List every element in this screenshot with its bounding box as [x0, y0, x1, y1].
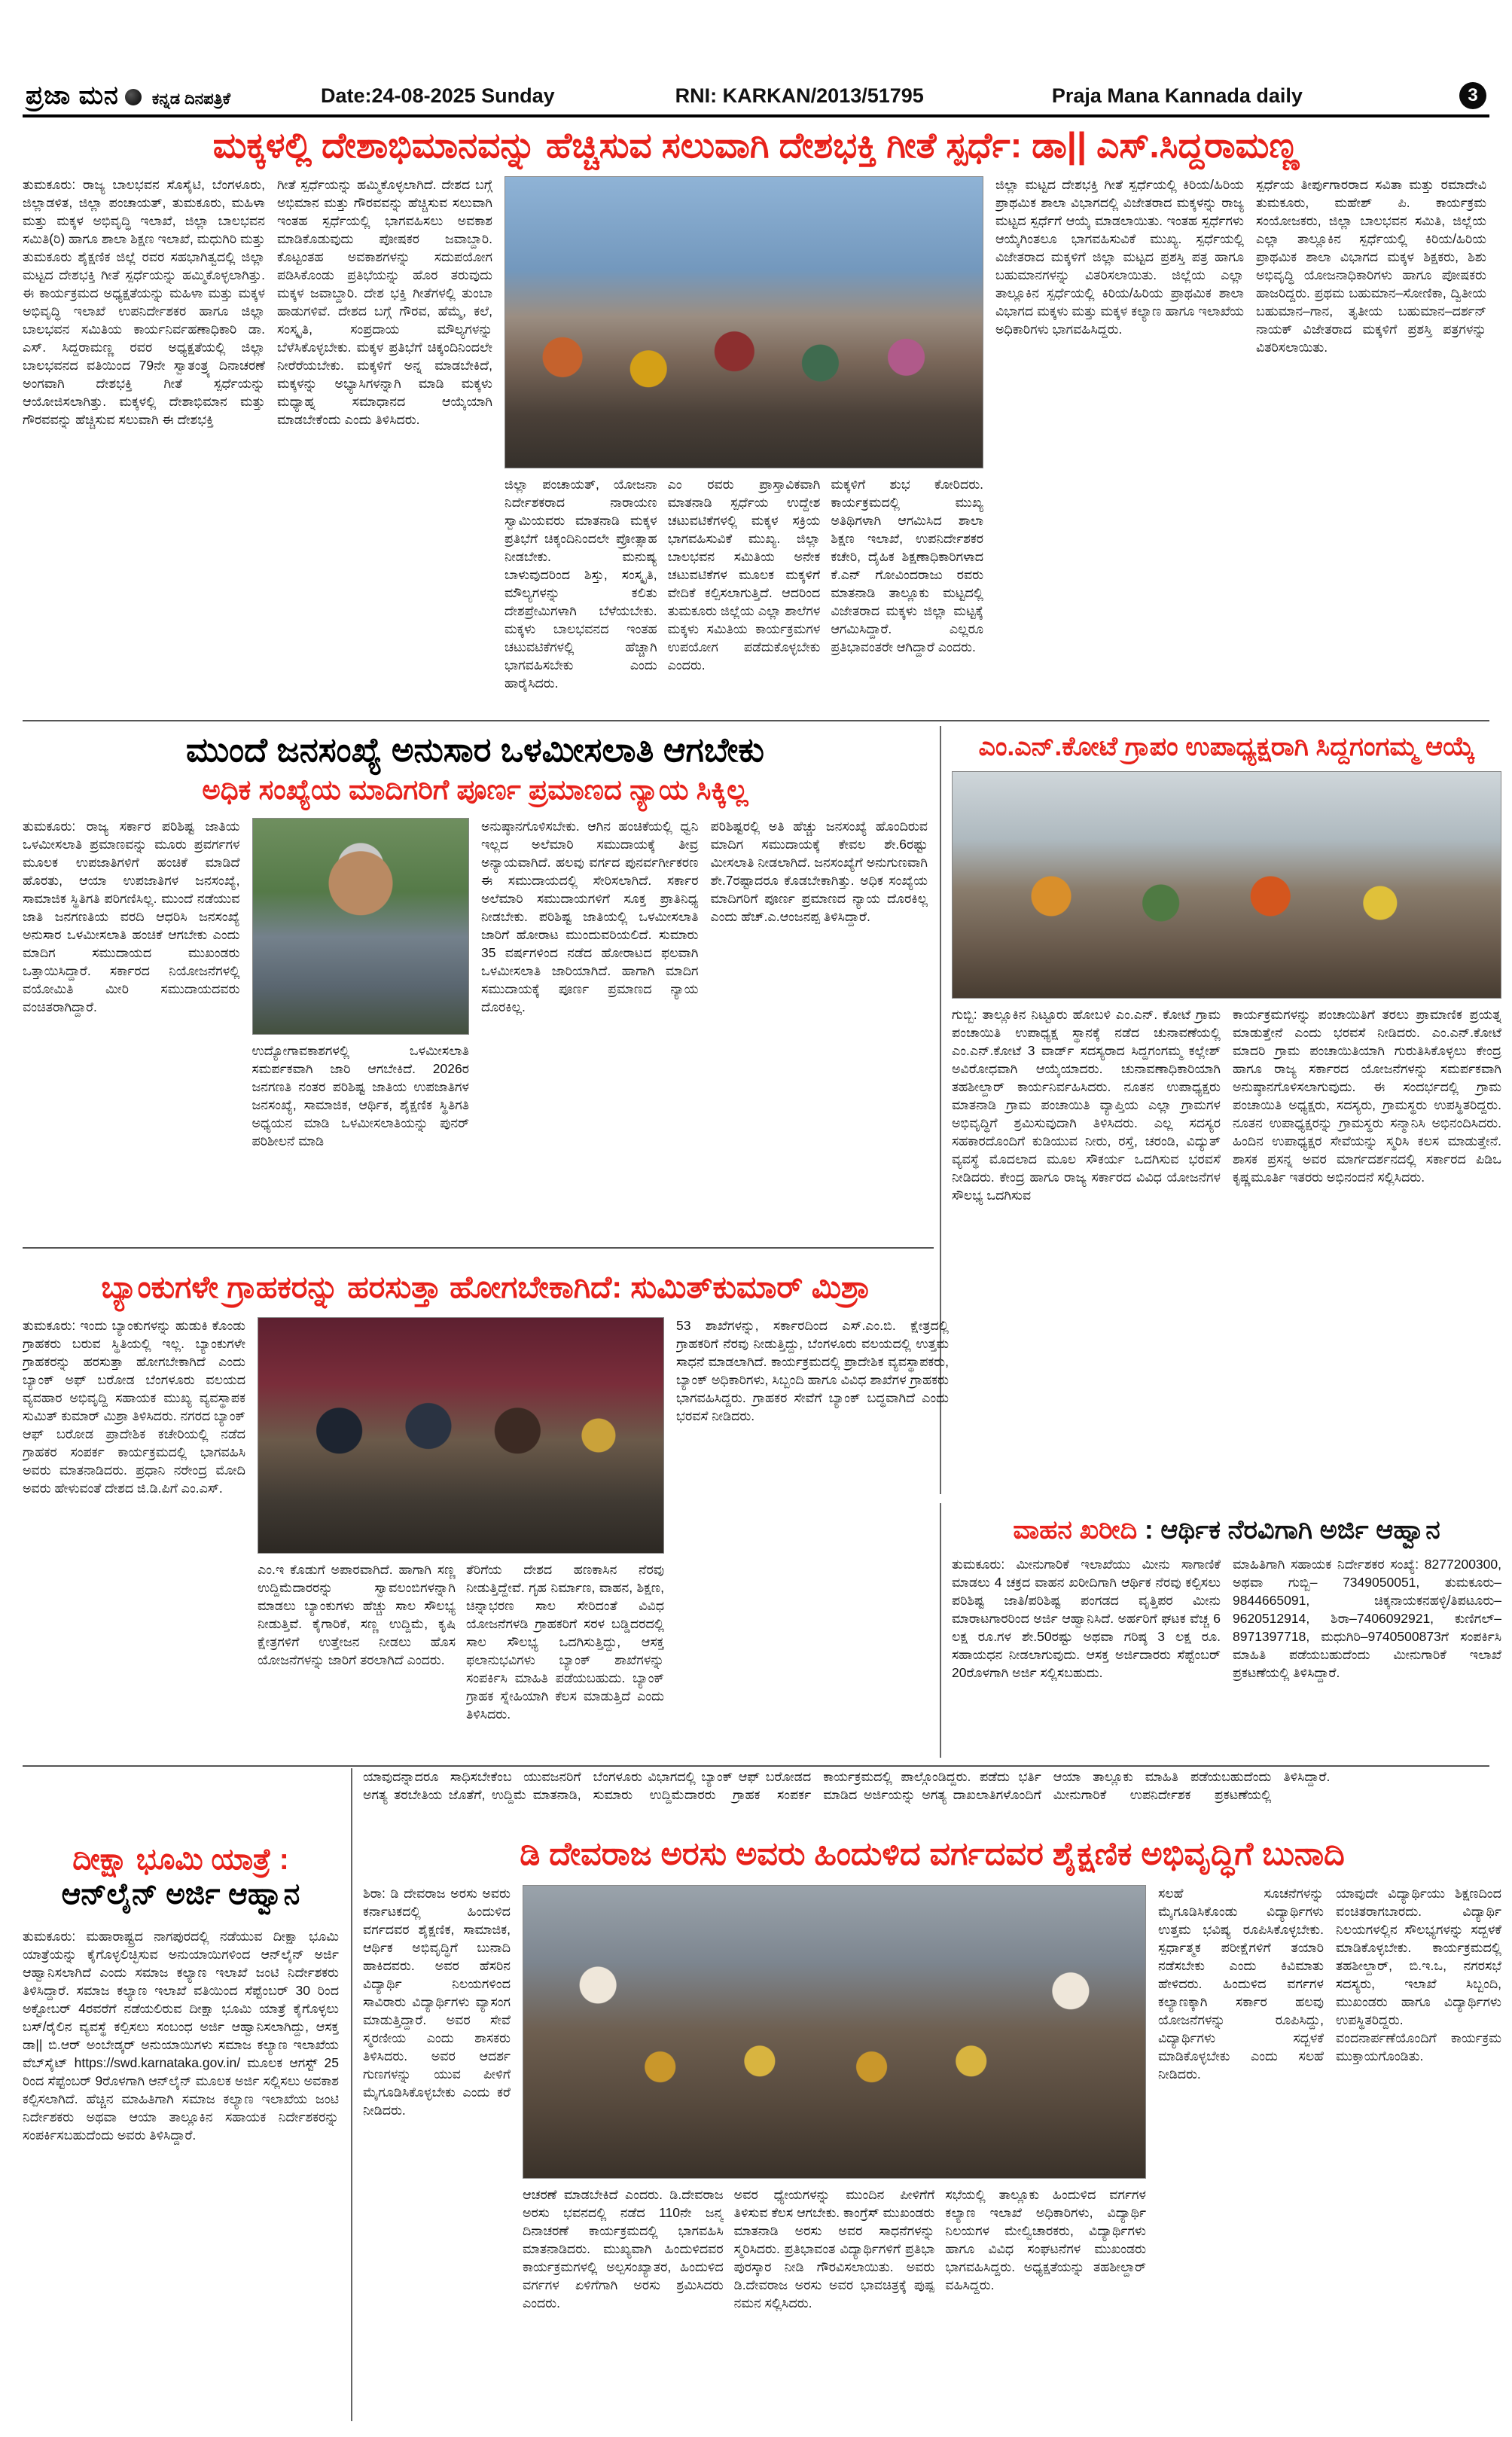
article4-headline: ಬ್ಯಾಂಕುಗಳೇ ಗ್ರಾಹಕರನ್ನು ಹರಸುತ್ತಾ ಹೋಗಬೇಕಾಗಿದೆ: ಸುಮಿತ್‌ಕುಮಾರ್ ಮಿಶ್ರಾ [101, 1270, 870, 1304]
article5-headline [952, 1515, 1501, 1545]
article1-middle-block [505, 176, 983, 708]
article5-headline-black: : ಆರ್ಥಿಕ ನೆರವಿಗಾಗಿ ಅರ್ಜಿ ಆಹ್ವಾನ [1137, 1515, 1440, 1545]
article1-column-3: ಜಿಲ್ಲಾ ಪಂಚಾಯತ್, ಯೋಜನಾ ನಿರ್ದೇಶಕರಾದ ನಾರಾಯಣ ಸ್ವಾಮಿಯವರು ಮಾತನಾಡಿ ಮಕ್ಕಳ ಪ್ರತಿಭೆಗೆ ಚಿಕ್ಕಂದಿನಿಂದಲೇ ಪ್ರೋತ್ಸಾಹ ನೀಡಬೇಕು. ಮನುಷ್ಯ ಬಾಳುವುದರಿಂದ ಶಿಸ್ತು, ಸಂಸ್ಕೃತಿ, ಮೌಲ್ಯಗಳನ್ನು ಕಲಿತು ದೇಶಪ್ರೇಮಿಗಳಾಗಿ ಬೆಳೆಯಬೇಕು. ಮಕ್ಕಳು ಬಾಲಭವನದ ಇಂತಹ ಚಟುವಟಿಕೆಗಳಲ್ಲಿ ಹೆಚ್ಚಾಗಿ ಭಾಗವಹಿಸಬೇಕು ಎಂದು ಹಾರೈಸಿದರು. [505, 477, 657, 691]
article1-column-2: ಗೀತೆ ಸ್ಪರ್ಧೆಯನ್ನು ಹಮ್ಮಿಕೊಳ್ಳಲಾಗಿದೆ. ದೇಶದ ಬಗ್ಗೆ ಅಭಿಮಾನ ಮತ್ತು ಗೌರವವನ್ನು ಹೆಚ್ಚಿಸುವ ಸಲುವಾಗಿ ಇಂತಹ ಸ್ಪರ್ಧೆಯಲ್ಲಿ ಭಾಗವಹಿಸಲು ಅವಕಾಶ ಮಾಡಿಕೊಡುವುದು ಪೋಷಕರ ಜವಾಬ್ದಾರಿ. ಕೊಟ್ಟಂತಹ ಅವಕಾಶಗಳನ್ನು ಸದುಪಯೋಗ ಪಡಿಸಿಕೊಂಡು ಪ್ರತಿಭೆಯನ್ನು ಹೊರ ತರುವುದು ಮಕ್ಕಳ ಜವಾಬ್ದಾರಿ. ದೇಶ ಭಕ್ತಿ ಗೀತೆಗಳಲ್ಲಿ ತುಂಬಾ ಹಾಡುಗಳಿವೆ. ದೇಶದ ಬಗ್ಗೆ ಗೌರವ, ಹೆಮ್ಮೆ, ಕಲೆ, ಸಂಸ್ಕೃತಿ, ಸಂಪ್ರದಾಯ ಮೌಲ್ಯಗಳನ್ನು ಬೆಳೆಸಿಕೊಳ್ಳಬೇಕು. ಮಕ್ಕಳ ಪ್ರತಿಭೆಗೆ ಚಿಕ್ಕಂದಿನಿಂದಲೇ ನೀರೆರೆಯಬೇಕು. ಮಕ್ಕಳಿಗೆ ಅನ್ನ ಮಾಡಬೇಕಿದೆ, ಮಕ್ಕಳನ್ನು ಅಭ್ಯಾಸಿಗಳನ್ನಾಗಿ ಮಾಡಿ ಮಕ್ಕಳು ಮಧ್ಯಾಹ್ನ ಸಮಾಧಾನದ ಆಯ್ಕೆಯಾಗಿ ಮಾಡಬೇಕೆಂದು ಎಂದು ತಿಳಿಸಿದರು. [277, 177, 492, 427]
article5-column-1: ತುಮಕೂರು: ಮೀನುಗಾರಿಕೆ ಇಲಾಖೆಯು ಮೀನು ಸಾಗಾಣಿಕೆ ಮಾಡಲು 4 ಚಕ್ರದ ವಾಹನ ಖರೀದಿಗಾಗಿ ಆರ್ಥಿಕ ನೆರವು ಕಲ್ಪಿಸಲು ಪರಿಶಿಷ್ಟ ಜಾತಿ/ಪರಿಶಿಷ್ಟ ಪಂಗಡದ ವೃತ್ತಿಪರ ಮೀನು ಮಾರಾಟಗಾರರಿಂದ ಅರ್ಜಿ ಆಹ್ವಾನಿಸಿದೆ. ಅರ್ಹರಿಗೆ ಘಟಕ ವೆಚ್ಚ 6 ಲಕ್ಷ ರೂ.ಗಳ ಶೇ.50ರಷ್ಟು ಅಥವಾ ಗರಿಷ್ಠ 3 ಲಕ್ಷ ರೂ. ಸಹಾಯಧನ ನೀಡಲಾಗುವುದು. ಆಸಕ್ತ ಅರ್ಜಿದಾರರು ಸೆಪ್ಟೆಂಬರ್ 20ರೊಳಗಾಗಿ ಅರ್ಜಿ ಸಲ್ಲಿಸಬಹುದು. [952, 1557, 1221, 1681]
article7-headline: ಡಿ ದೇವರಾಜ ಅರಸು ಅವರು ಹಿಂದುಳಿದ ವರ್ಗದವರ ಶೈಕ್ಷಣಿಕ ಅಭಿವೃದ್ಧಿಗೆ ಬುನಾದಿ [520, 1836, 1345, 1872]
article1-column-6: ಜಿಲ್ಲಾ ಮಟ್ಟದ ದೇಶಭಕ್ತಿ ಗೀತೆ ಸ್ಪರ್ಧೆಯಲ್ಲಿ ಕಿರಿಯ/ಹಿರಿಯ ಪ್ರಾಥಮಿಕ ಶಾಲಾ ವಿಭಾಗದಲ್ಲಿ ವಿಜೇತರಾದ ಮಕ್ಕಳನ್ನು ರಾಜ್ಯ ಮಟ್ಟದ ಸ್ಪರ್ಧೆಗೆ ಆಯ್ಕೆ ಮಾಡಲಾಯಿತು. ಇಂತಹ ಸ್ಪರ್ಧೆಗಳು ಆಯ್ಕೆಗಿಂತಲೂ ಭಾಗವಹಿಸುವಿಕೆ ಮುಖ್ಯ. ಸ್ಪರ್ಧೆಯಲ್ಲಿ ವಿಜೇತರಾದ ಮಕ್ಕಳಿಗೆ ಜಿಲ್ಲಾ ಮಟ್ಟದ ಪ್ರಶಸ್ತಿ ಪತ್ರ ಹಾಗೂ ಬಹುಮಾನಗಳನ್ನು ವಿತರಿಸಲಾಯಿತು. ಜಿಲ್ಲೆಯ ಎಲ್ಲಾ ತಾಲ್ಲೂಕಿನ ಸ್ಪರ್ಧೆಯಲ್ಲಿ ಕಿರಿಯ/ಹಿರಿಯ ಪ್ರಾಥಮಿಕ ಶಾಲಾ ವಿಭಾಗದ ಮಕ್ಕಳು ಮತ್ತು ಮಕ್ಕಳ ಕಲ್ಯಾಣ ಹಾಗೂ ಇಲಾಖೆಯ ಅಧಿಕಾರಿಗಳು ಭಾಗವಹಿಸಿದ್ದರು. [995, 177, 1244, 337]
article3-body [952, 1006, 1501, 1494]
article5-body [952, 1556, 1501, 1758]
article4-body [23, 1317, 949, 1820]
article3-column-2: ಕಾರ್ಯಕ್ರಮಗಳನ್ನು ಪಂಚಾಯಿತಿಗೆ ತರಲು ಪ್ರಾಮಾಣಿಕ ಪ್ರಯತ್ನ ಮಾಡುತ್ತೇನೆ ಎಂದು ಭರವಸೆ ನೀಡಿದರು. ಎಂ.ಎನ್.ಕೋಟೆ ಮಾದರಿ ಗ್ರಾಮ ಪಂಚಾಯಿತಿಯಾಗಿ ಗುರುತಿಸಿಕೊಳ್ಳಲು ಕೇಂದ್ರ ಹಾಗೂ ರಾಜ್ಯ ಸರ್ಕಾರದ ಯೋಜನೆಗಳನ್ನು ಸಮರ್ಪಕವಾಗಿ ಅನುಷ್ಠಾನಗೊಳಿಸಲಾಗುವುದು. ಈ ಸಂದರ್ಭದಲ್ಲಿ ಗ್ರಾಮ ಪಂಚಾಯಿತಿ ಅಧ್ಯಕ್ಷರು, ಸದಸ್ಯರು, ಗ್ರಾಮಸ್ಥರು ಉಪಸ್ಥಿತರಿದ್ದರು. ನೂತನ ಉಪಾಧ್ಯಕ್ಷರನ್ನು ಗ್ರಾಮಸ್ಥರು ಸನ್ಮಾನಿಸಿ ಅಭಿನಂದಿಸಿದರು. ಹಿಂದಿನ ಉಪಾಧ್ಯಕ್ಷರ ಸೇವೆಯನ್ನು ಸ್ಮರಿಸಿ ಕಲಸ ಮಾಡುತ್ತೇನೆ. ಶಾಸಕ ಪ್ರಸನ್ನ ಅವರ ಮಾರ್ಗದರ್ಶನದಲ್ಲಿ ಸರ್ಕಾರದ ಪಿಡಿಒ ಕೃಷ್ಣಮೂರ್ತಿ ಇತರರು ಅಭಿನಂದನೆ ಸಲ್ಲಿಸಿದರು. [1233, 1007, 1501, 1185]
article7-column-1: ಶಿರಾ: ಡಿ ದೇವರಾಜ ಅರಸು ಅವರು ಕರ್ನಾಟಕದಲ್ಲಿ ಹಿಂದುಳಿದ ವರ್ಗದವರ ಶೈಕ್ಷಣಿಕ, ಸಾಮಾಜಿಕ, ಆರ್ಥಿಕ ಅಭಿವೃದ್ಧಿಗೆ ಬುನಾದಿ ಹಾಕಿದವರು. ಅವರ ಹೆಸರಿನ ವಿದ್ಯಾರ್ಥಿ ನಿಲಯಗಳಿಂದ ಸಾವಿರಾರು ವಿದ್ಯಾರ್ಥಿಗಳು ವ್ಯಾಸಂಗ ಮಾಡುತ್ತಿದ್ದಾರೆ. ಅವರ ಸೇವೆ ಸ್ಮರಣೀಯ ಎಂದು ಶಾಸಕರು ತಿಳಿಸಿದರು. ಅವರ ಆದರ್ಶ ಗುಣಗಳನ್ನು ಯುವ ಪೀಳಿಗೆ ಮೈಗೂಡಿಸಿಕೊಳ್ಳಬೇಕು ಎಂದು ಕರೆ ನೀಡಿದರು. [363, 1886, 511, 2118]
logo-text: ಪ್ರಜಾ ಮನ [26, 81, 119, 110]
logo-subtitle: ಕನ್ನಡ ದಿನಪತ್ರಿಕೆ [151, 90, 231, 108]
article1-headline: ಮಕ್ಕಳಲ್ಲಿ ದೇಶಾಭಿಮಾನವನ್ನು ಹೆಚ್ಚಿಸುವ ಸಲುವಾಗಿ ದೇಶಭಕ್ತಿ ಗೀತೆ ಸ್ಪರ್ಧೆ: ಡಾ|| ಎಸ್.ಸಿದ್ದರಾಮಣ್ಣ [212, 125, 1300, 165]
article1-column-7: ಸ್ಪರ್ಧೆಯ ತೀರ್ಪುಗಾರರಾದ ಸವಿತಾ ಮತ್ತು ರಮಾದೇವಿ ತುಮಕೂರು, ಮಹೇಶ್ ಪಿ. ಕಾರ್ಯಕ್ರಮ ಸಂಯೋಜಕರು, ಜಿಲ್ಲಾ ಬಾಲಭವನ ಸಮಿತಿ, ಜಿಲ್ಲೆಯ ಎಲ್ಲಾ ತಾಲ್ಲೂಕಿನ ಸ್ಪರ್ಧೆಯಲ್ಲಿ ಕಿರಿಯ/ಹಿರಿಯ ಪ್ರಾಥಮಿಕ ಶಾಲಾ ವಿಭಾಗದ ಮಕ್ಕಳ ಶಿಕ್ಷಕರು, ಶಿಶು ಅಭಿವೃದ್ಧಿ ಯೋಜನಾಧಿಕಾರಿಗಳು ಹಾಗೂ ಪೋಷಕರು ಹಾಜರಿದ್ದರು. ಪ್ರಥಮ ಬಹುಮಾನ–ಸೋಣಿಕಾ, ದ್ವಿತೀಯ ಬಹುಮಾನ–ಗಾನ, ತೃತೀಯ ಬಹುಮಾನ–ದರ್ಶನ್ ನಾಯಕ್ ವಿಜೇತರಾದ ಮಕ್ಕಳಿಗೆ ಪ್ರಶಸ್ತಿ ಪತ್ರಗಳನ್ನು ವಿತರಿಸಲಾಯಿತು. [1256, 177, 1486, 355]
article2-column-3: ಅನುಷ್ಠಾನಗೊಳಿಸಬೇಕು. ಆಗಿನ ಹಂಚಿಕೆಯಲ್ಲಿ ಧ್ವನಿ ಇಲ್ಲದ ಅಲೆಮಾರಿ ಸಮುದಾಯಕ್ಕೆ ತೀವ್ರ ಅನ್ಯಾಯವಾಗಿದೆ. ಹಲವು ವರ್ಗದ ಪುನರ್ವರ್ಗೀಕರಣ ಈ ಸಮುದಾಯದಲ್ಲಿ ಸೇರಿಸಲಾಗಿದೆ. ಸರ್ಕಾರ ಅಲೆಮಾರಿ ಸಮುದಾಯಗಳಿಗೆ ಸೂಕ್ತ ಪ್ರಾತಿನಿಧ್ಯ ನೀಡಬೇಕು. ಪರಿಶಿಷ್ಟ ಜಾತಿಯಲ್ಲಿ ಒಳಮೀಸಲಾತಿ ಜಾರಿಗೆ ಹೋರಾಟ ಮುಂದುವರಿಯಲಿದೆ. ಸುಮಾರು 35 ವರ್ಷಗಳಿಂದ ನಡೆದ ಹೋರಾಟದ ಫಲವಾಗಿ ಒಳಮೀಸಲಾತಿ ಜಾರಿಯಾಗಿದೆ. ಹಾಗಾಗಿ ಮಾದಿಗ ಸಮುದಾಯಕ್ಕೆ ಪೂರ್ಣ ಪ್ರಮಾಣದ ನ್ಯಾಯ ದೊರಕಿಲ್ಲ. [481, 819, 699, 1014]
article4-column-1: ತುಮಕೂರು: ಇಂದು ಬ್ಯಾಂಕುಗಳನ್ನು ಹುಡುಕಿ ಕೊಂಡು ಗ್ರಾಹಕರು ಬರುವ ಸ್ಥಿತಿಯಲ್ಲಿ ಇಲ್ಲ. ಬ್ಯಾಂಕುಗಳೇ ಗ್ರಾಹಕರನ್ನು ಹರಸುತ್ತಾ ಹೋಗಬೇಕಾಗಿದೆ ಎಂದು ಬ್ಯಾಂಕ್ ಅಫ್ ಬರೋಡ ಬೆಂಗಳೂರು ವಲಯದ ವ್ಯವಹಾರ ಅಭಿವೃದ್ದಿ ಸಹಾಯಕ ಮುಖ್ಯ ವ್ಯವಸ್ಥಾಪಕ ಸುಮಿತ್ ಕುಮಾರ್ ಮಿಶ್ರಾ ತಿಳಿಸಿದರು. ನಗರದ ಬ್ಯಾಂಕ್ ಆಫ್ ಬರೋಡ ಪ್ರಾದೇಶಿಕ ಕಚೇರಿಯಲ್ಲಿ ನಡೆದ ಗ್ರಾಹಕರ ಸಂಪರ್ಕ ಕಾರ್ಯಕ್ರಮದಲ್ಲಿ ಭಾಗವಹಿಸಿ ಅವರು ಮಾತನಾಡಿದರು. ಪ್ರಧಾನಿ ನರೇಂದ್ರ ಮೋದಿ ಅವರು ಹೇಳುವಂತೆ ದೇಶದ ಜಿ.ಡಿ.ಪಿಗೆ ಎಂ.ಎಸ್. [23, 1318, 245, 1496]
article7-under-photo-columns [523, 2186, 1146, 2412]
paper-logo [26, 81, 230, 111]
awards-group-photo [523, 1885, 1146, 2179]
article4-middle-block [258, 1317, 664, 1820]
article2-column-1: ತುಮಕೂರು: ರಾಜ್ಯ ಸರ್ಕಾರ ಪರಿಶಿಷ್ಟ ಜಾತಿಯ ಒಳಮೀಸಲಾತಿ ಪ್ರಮಾಣವನ್ನು ಮೂರು ಪ್ರವರ್ಗಗಳ ಮೂಲಕ ಉಪಜಾತಿಗಳಿಗೆ ಹಂಚಿಕೆ ಮಾಡಿದೆ ಹೊರತು, ಆಯಾ ಉಪಜಾತಿಗಳ ಜನಸಂಖ್ಯೆ, ಸಾಮಾಜಿಕ ಸ್ಥಿತಿಗತಿ ಪರಿಗಣಿಸಿಲ್ಲ. ಮುಂದೆ ನಡೆಯುವ ಜಾತಿ ಜನಗಣತಿಯ ವರದಿ ಆಧರಿಸಿ ಜನಸಂಖ್ಯೆ ಅನುಸಾರ ಒಳಮೀಸಲಾತಿ ಹಂಚಿಕೆ ಆಗಬೇಕು ಎಂದು ಮಾದಿಗ ಸಮುದಾಯದ ಮುಖಂಡರು ಒತ್ತಾಯಿಸಿದ್ದಾರೆ. ಸರ್ಕಾರದ ನಿಯೋಜನೆಗಳಲ್ಲಿ ವಯೋಮಿತಿ ಮೀರಿ ಸಮುದಾಯದವರು ವಂಚಿತರಾಗಿದ್ದಾರೆ. [23, 819, 240, 1014]
article6-column-1: ತುಮಕೂರು: ಮಹಾರಾಷ್ಟ್ರದ ನಾಗಪುರದಲ್ಲಿ ನಡೆಯುವ ದೀಕ್ಷಾ ಭೂಮಿ ಯಾತ್ರೆಯನ್ನು ಕೈಗೊಳ್ಳಲಿಚ್ಛಿಸುವ ಅನುಯಾಯಿಗಳಿಂದ ಆನ್‌ಲೈನ್ ಅರ್ಜಿ ಆಹ್ವಾನಿಸಲಾಗಿದೆ ಎಂದು ಸಮಾಜ ಕಲ್ಯಾಣ ಇಲಾಖೆ ಜಂಟಿ ನಿರ್ದೇಶಕರು ತಿಳಿಸಿದ್ದಾರೆ. ಸಮಾಜ ಕಲ್ಯಾಣ ಇಲಾಖೆ ವತಿಯಿಂದ ಸೆಪ್ಟೆಂಬರ್ 30 ರಿಂದ ಅಕ್ಟೋಬರ್ 4ರವರೆಗೆ ನಡೆಯಲಿರುವ ದೀಕ್ಷಾ ಭೂಮಿ ಯಾತ್ರೆ ಕೈಗೊಳ್ಳಲು ಬಸ್/ರೈಲಿನ ವ್ಯವಸ್ಥೆ ಕಲ್ಪಿಸಲು ಸಂಬಂಧ ಅರ್ಜಿ ಆಹ್ವಾನಿಸಲಾಗಿದ್ದು, ಆಸಕ್ತ ಡಾ|| ಬಿ.ಆರ್ ಅಂಬೇಡ್ಕರ್ ಅನುಯಾಯಿಗಳು ಸಮಾಜ ಕಲ್ಯಾಣ ಇಲಾಖೆಯ ವೆಬ್‌ಸೈಟ್ https://swd.karnataka.gov.in/ ಮೂಲಕ ಆಗಸ್ಟ್ 25 ರಿಂದ ಸೆಪ್ಟೆಂಬರ್ 9ರೊಳಗಾಗಿ ಆನ್‌ಲೈನ್ ಮೂಲಕ ಅರ್ಜಿ ಸಲ್ಲಿಸಲು ಅವಕಾಶ ಕಲ್ಪಿಸಲಾಗಿದೆ. ಹೆಚ್ಚಿನ ಮಾಹಿತಿಗಾಗಿ ಸಮಾಜ ಕಲ್ಯಾಣ ಇಲಾಖೆಯ ಜಂಟಿ ನಿರ್ದೇಶಕರು ಅಥವಾ ಆಯಾ ತಾಲ್ಲೂಕಿನ ಸಹಾಯಕ ನಿರ್ದೇಶಕರನ್ನು ಸಂಪರ್ಕಿಸಬಹುದೆಂದು ಅವರು ತಿಳಿಸಿದ್ದಾರೆ. [23, 1929, 339, 2143]
bank-event-photo [258, 1317, 664, 1554]
article7-column-5: ಸಲಹೆ ಸೂಚನೆಗಳನ್ನು ಮೈಗೂಡಿಸಿಕೊಂಡು ವಿದ್ಯಾರ್ಥಿಗಳು ಉತ್ತಮ ಭವಿಷ್ಯ ರೂಪಿಸಿಕೊಳ್ಳಬೇಕು. ಸ್ಪರ್ಧಾತ್ಮಕ ಪರೀಕ್ಷೆಗಳಿಗೆ ತಯಾರಿ ನಡೆಸಬೇಕು ಎಂದು ಕಿವಿಮಾತು ಹೇಳಿದರು. ಹಿಂದುಳಿದ ವರ್ಗಗಳ ಕಲ್ಯಾಣಕ್ಕಾಗಿ ಸರ್ಕಾರ ಹಲವು ಯೋಜನೆಗಳನ್ನು ರೂಪಿಸಿದ್ದು, ವಿದ್ಯಾರ್ಥಿಗಳು ಸದ್ಬಳಕೆ ಮಾಡಿಕೊಳ್ಳಬೇಕು ಎಂದು ಸಲಹೆ ನೀಡಿದರು. [1158, 1886, 1324, 2082]
article7-body [363, 1885, 1501, 2421]
article1-column-5: ಮಕ್ಕಳಿಗೆ ಶುಭ ಕೋರಿದರು. ಕಾರ್ಯಕ್ರಮದಲ್ಲಿ ಮುಖ್ಯ ಅತಿಥಿಗಳಾಗಿ ಆಗಮಿಸಿದ ಶಾಲಾ ಶಿಕ್ಷಣ ಇಲಾಖೆ, ಉಪನಿರ್ದೇಶಕರ ಕಚೇರಿ, ದೈಹಿಕ ಶಿಕ್ಷಣಾಧಿಕಾರಿಗಳಾದ ಕೆ.ಎನ್ ಗೋವಿಂದರಾಜು ರವರು ಮಾತನಾಡಿ ತಾಲ್ಲೂಕು ಮಟ್ಟದಲ್ಲಿ ವಿಜೇತರಾದ ಮಕ್ಕಳು ಜಿಲ್ಲಾ ಮಟ್ಟಕ್ಕೆ ಆಗಮಿಸಿದ್ದಾರೆ. ಎಲ್ಲರೂ ಪ್ರತಿಭಾವಂತರೇ ಆಗಿದ್ದಾರೆ ಎಂದರು. [831, 477, 984, 654]
article1-under-photo-columns [505, 476, 983, 700]
paper-name-english: Praja Mana Kannada daily [1051, 84, 1303, 107]
article-banks-customers [23, 1252, 949, 1820]
logo-emblem-icon [125, 89, 142, 105]
article1-body [23, 176, 1489, 708]
article-diksha-bhoomi-yatra [23, 1771, 339, 2380]
article2-body [23, 818, 928, 1200]
article2-headline: ಮುಂದೆ ಜನಸಂಖ್ಯೆ ಅನುಸಾರ ಒಳಮೀಸಲಾತಿ ಆಗಬೇಕು [186, 730, 764, 769]
article3-column-1: ಗುಬ್ಬಿ: ತಾಲ್ಲೂಕಿನ ನಿಟ್ಟೂರು ಹೋಬಳಿ ಎಂ.ಎನ್. ಕೋಟೆ ಗ್ರಾಮ ಪಂಚಾಯಿತಿ ಉಪಾಧ್ಯಕ್ಷ ಸ್ಥಾನಕ್ಕೆ ನಡೆದ ಚುನಾವಣೆಯಲ್ಲಿ ಎಂ.ಎನ್.ಕೋಟೆ 3 ವಾರ್ಡ್ ಸದಸ್ಯರಾದ ಸಿದ್ದಗಂಗಮ್ಮ ಕಲ್ಲೇಶ್ ಅವಿರೋಧವಾಗಿ ಆಯ್ಕೆಯಾದರು. ಚುನಾವಣಾಧಿಕಾರಿಯಾಗಿ ತಹಶೀಲ್ದಾರ್ ಕಾರ್ಯನಿರ್ವಹಿಸಿದರು. ನೂತನ ಉಪಾಧ್ಯಕ್ಷರು ಮಾತನಾಡಿ ಗ್ರಾಮ ಪಂಚಾಯಿತಿ ವ್ಯಾಪ್ತಿಯ ಎಲ್ಲಾ ಗ್ರಾಮಗಳ ಅಭಿವೃದ್ಧಿಗೆ ಶ್ರಮಿಸುವುದಾಗಿ ತಿಳಿಸಿದರು. ಎಲ್ಲ ಸದಸ್ಯರ ಸಹಕಾರದೊಂದಿಗೆ ಕುಡಿಯುವ ನೀರು, ರಸ್ತೆ, ಚರಂಡಿ, ವಿದ್ಯುತ್ ವ್ಯವಸ್ಥೆ ಮೊದಲಾದ ಮೂಲ ಸೌಕರ್ಯ ಒದಗಿಸುವ ಭರವಸೆ ನೀಡಿದರು. ಕೇಂದ್ರ ಹಾಗೂ ರಾಜ್ಯ ಸರ್ಕಾರದ ವಿವಿಧ ಯೋಜನೆಗಳ ಸೌಲಭ್ಯ ಒದಗಿಸುವ [952, 1007, 1221, 1203]
section-divider [23, 1765, 1489, 1767]
article7-column-4: ಸಭೆಯಲ್ಲಿ ತಾಲ್ಲೂಕು ಹಿಂದುಳಿದ ವರ್ಗಗಳ ಕಲ್ಯಾಣ ಇಲಾಖೆ ಅಧಿಕಾರಿಗಳು, ವಿದ್ಯಾರ್ಥಿ ನಿಲಯಗಳ ಮೇಲ್ವಿಚಾರಕರು, ವಿದ್ಯಾರ್ಥಿಗಳು ಹಾಗೂ ವಿವಿಧ ಸಂಘಟನೆಗಳ ಮುಖಂಡರು ಭಾಗವಹಿಸಿದ್ದರು. ಅಧ್ಯಕ್ಷತೆಯನ್ನು ತಹಶೀಲ್ದಾರ್ ವಹಿಸಿದ್ದರು. [945, 2187, 1147, 2293]
article3-headline: ಎಂ.ಎನ್.ಕೋಟೆ ಗ್ರಾಪಂ ಉಪಾಧ್ಯಕ್ಷರಾಗಿ ಸಿದ್ದಗಂಗಮ್ಮ ಆಯ್ಕೆ [978, 732, 1475, 761]
article-patriotic-song-contest [23, 122, 1489, 708]
article7-middle-block [523, 1885, 1146, 2421]
article1-column-4: ಎಂ ರವರು ಪ್ರಾಸ್ತಾವಿಕವಾಗಿ ಮಾತನಾಡಿ ಸ್ಪರ್ಧೆಯ ಉದ್ದೇಶ ಚಟುವಟಿಕೆಗಳಲ್ಲಿ ಮಕ್ಕಳ ಸಕ್ರಿಯ ಭಾಗವಹಿಸುವಿಕೆ ಮುಖ್ಯ. ಜಿಲ್ಲಾ ಬಾಲಭವನ ಸಮಿತಿಯ ಅನೇಕ ಚಟುವಟಿಕೆಗಳ ಮೂಲಕ ಮಕ್ಕಳಿಗೆ ವೇದಿಕೆ ಕಲ್ಪಿಸಲಾಗುತ್ತಿದೆ. ಆದರಿಂದ ತುಮಕೂರು ಜಿಲ್ಲೆಯ ಎಲ್ಲಾ ಶಾಲೆಗಳ ಮಕ್ಕಳು ಸಮಿತಿಯ ಕಾರ್ಯಕ್ರಮಗಳ ಉಪಯೋಗ ಪಡೆದುಕೊಳ್ಳಬೇಕು ಎಂದರು. [667, 477, 821, 673]
article-gp-vice-president [940, 726, 1501, 1494]
article2-column-2 [252, 818, 470, 1200]
article-inner-reservation [23, 726, 928, 1200]
leader-portrait-photo [252, 818, 470, 1035]
article4-column-3: ತೆರಿಗೆಯ ದೇಶದ ಹಣಕಾಸಿನ ನೆರವು ನೀಡುತ್ತಿದ್ದೇವೆ. ಗೃಹ ನಿರ್ಮಾಣ, ವಾಹನ, ಶಿಕ್ಷಣ, ಚಿನ್ನಾಭರಣ ಸಾಲ ಸೇರಿದಂತೆ ವಿವಿಧ ಯೋಜನೆಗಳಡಿ ಗ್ರಾಹಕರಿಗೆ ಸರಳ ಬಡ್ಡಿದರದಲ್ಲಿ ಸಾಲ ಸೌಲಭ್ಯ ಒದಗಿಸುತ್ತಿದ್ದು, ಆಸಕ್ತ ಫಲಾನುಭವಿಗಳು ಬ್ಯಾಂಕ್ ಶಾಖೆಗಳನ್ನು ಸಂಪರ್ಕಿಸಿ ಮಾಹಿತಿ ಪಡೆಯಬಹುದು. ಬ್ಯಾಂಕ್ ಗ್ರಾಹಕ ಸ್ನೇಹಿಯಾಗಿ ಕೆಲಸ ಮಾಡುತ್ತಿದೆ ಎಂದು ತಿಳಿಸಿದರು. [466, 1562, 664, 1722]
article1-column-1: ತುಮಕೂರು: ರಾಜ್ಯ ಬಾಲಭವನ ಸೊಸೈಟಿ, ಬೆಂಗಳೂರು, ಜಿಲ್ಲಾಡಳಿತ, ಜಿಲ್ಲಾ ಪಂಚಾಯತ್, ತುಮಕೂರು, ಮಹಿಳಾ ಮತ್ತು ಮಕ್ಕಳ ಅಭಿವೃದ್ಧಿ ಇಲಾಖೆ, ಜಿಲ್ಲಾ ಬಾಲಭವನ ಸಮಿತಿ(ರಿ) ಹಾಗೂ ಶಾಲಾ ಶಿಕ್ಷಣ ಇಲಾಖೆ, ಮಧುಗಿರಿ ಮತ್ತು ತುಮಕೂರು ಶೈಕ್ಷಣಿಕ ಜಿಲ್ಲೆ ರವರ ಸಹಭಾಗಿತ್ವದಲ್ಲಿ ಜಿಲ್ಲಾ ಮಟ್ಟದ ದೇಶಭಕ್ತಿ ಗೀತೆ ಸ್ಪರ್ಧೆಯನ್ನು ಹಮ್ಮಿಕೊಳ್ಳಲಾಗಿತ್ತು. ಈ ಕಾರ್ಯಕ್ರಮದ ಅಧ್ಯಕ್ಷತೆಯನ್ನು ಮಹಿಳಾ ಮತ್ತು ಮಕ್ಕಳ ಅಭಿವೃದ್ಧಿ ಇಲಾಖೆ ಉಪನಿರ್ದೇಶಕರ ಹಾಗೂ ಜಿಲ್ಲಾ ಬಾಲಭವನ ಸಮಿತಿಯ ಕಾರ್ಯನಿರ್ವಹಣಾಧಿಕಾರಿ ಡಾ. ಎಸ್. ಸಿದ್ದರಾಮಣ್ಣ ರವರ ಅಧ್ಯಕ್ಷತೆಯಲ್ಲಿ ಜಿಲ್ಲಾ ಬಾಲಭವನದ ವತಿಯಿಂದ 79ನೇ ಸ್ವಾತಂತ್ರ್ಯ ದಿನಾಚರಣೆ ಅಂಗವಾಗಿ ದೇಶಭಕ್ತಿ ಗೀತೆ ಸ್ಪರ್ಧೆಯನ್ನು ಆಯೋಜಿಸಲಾಗಿತ್ತು. ಮಕ್ಕಳಲ್ಲಿ ದೇಶಾಭಿಮಾನ ಮತ್ತು ಗೌರವವನ್ನು ಹೆಚ್ಚಿಸುವ ಸಲುವಾಗಿ ಈ ದೇಶಭಕ್ತಿ [23, 177, 265, 427]
article7-leadin-text: ಯಾವುದನ್ನಾದರೂ ಸಾಧಿಸಬೇಕೆಂಬ ಯುವಜನರಿಗೆ ಅಗತ್ಯ ತರಬೇತಿಯ ಜೊತೆಗೆ, ಉದ್ದಿಮೆ ಮಾತನಾಡಿ, ಬೆಂಗಳೂರು ವಿಭಾಗದಲ್ಲಿ ಬ್ಯಾಂಕ್ ಆಫ್ ಬರೋಡದ ಸುಮಾರು ಉದ್ದಿಮೆದಾರರು ಗ್ರಾಹಕ ಸಂಪರ್ಕ ಕಾರ್ಯಕ್ರಮದಲ್ಲಿ ಪಾಲ್ಗೊಂಡಿದ್ದರು. ಪಡೆದು ಭರ್ತಿ ಮಾಡಿದ ಅರ್ಜಿಯನ್ನು ಅಗತ್ಯ ದಾಖಲಾತಿಗಳೊಂದಿಗೆ ಆಯಾ ತಾಲ್ಲೂಕು ಮಾಹಿತಿ ಪಡೆಯಬಹುದೆಂದು ಮೀನುಗಾರಿಕೆ ಉಪನಿರ್ದೇಶಕ ಪ್ರಕಟಣೆಯಲ್ಲಿ ತಿಳಿಸಿದ್ದಾರೆ. [363, 1769, 1331, 1802]
section-divider [23, 720, 1489, 721]
section-divider [23, 1247, 934, 1249]
article-devaraj-urs [351, 1768, 1501, 2421]
article2-column-4: ಪರಿಶಿಷ್ಟರಲ್ಲಿ ಅತಿ ಹೆಚ್ಚು ಜನಸಂಖ್ಯೆ ಹೊಂದಿರುವ ಮಾದಿಗ ಸಮುದಾಯಕ್ಕೆ ಕೇವಲ ಶೇ.6ರಷ್ಟು ಮೀಸಲಾತಿ ನೀಡಲಾಗಿದೆ. ಜನಸಂಖ್ಯೆಗೆ ಅನುಗುಣವಾಗಿ ಶೇ.7ರಷ್ಟಾದರೂ ಕೊಡಬೇಕಾಗಿತ್ತು. ಅಧಿಕ ಸಂಖ್ಯೆಯ ಮಾದಿಗರಿಗೆ ಪೂರ್ಣ ಪ್ರಮಾಣದ ನ್ಯಾಯ ದೊರಕಿಲ್ಲ ಎಂದು ಹೆಚ್.ಎ.ಆಂಜನಪ್ಪ ತಿಳಿಸಿದ್ದಾರೆ. [710, 819, 928, 925]
article6-headline-line2: ಆನ್‌ಲೈನ್ ಅರ್ಜಿ ಆಹ್ವಾನ [61, 1878, 300, 1911]
article5-column-2: ಮಾಹಿತಿಗಾಗಿ ಸಹಾಯಕ ನಿರ್ದೇಶಕರ ಸಂಖ್ಯೆ: 8277200300, ಅಥವಾ ಗುಬ್ಬಿ– 7349050051, ತುಮಕೂರು–9844665091, ಚಿಕ್ಕನಾಯಕನಹಳ್ಳಿ/ತಿಪಟೂರು–9620512914, ಶಿರಾ–7406092921, ಕುಣಿಗಲ್–8971397718, ಮಧುಗಿರಿ–9740500873ಗೆ ಸಂಪರ್ಕಿಸಿ ಮಾಹಿತಿ ಪಡೆಯಬಹುದೆಂದು ಮೀನುಗಾರಿಕೆ ಇಲಾಖೆ ಪ್ರಕಟಣೆಯಲ್ಲಿ ತಿಳಿಸಿದ್ದಾರೆ. [1233, 1557, 1501, 1681]
masthead-rule [23, 114, 1489, 117]
masthead [26, 78, 1486, 113]
article2-subheadline: ಅಧಿಕ ಸಂಖ್ಯೆಯ ಮಾದಿಗರಿಗೆ ಪೂರ್ಣ ಪ್ರಮಾಣದ ನ್ಯಾಯ ಸಿಕ್ಕಿಲ್ಲ [202, 773, 748, 805]
article4-column-4: 53 ಶಾಖೆಗಳನ್ನು, ಸರ್ಕಾರದಿಂದ ಎಸ್.ಎಂ.ಬಿ. ಕ್ಷೇತ್ರದಲ್ಲಿ ಗ್ರಾಹಕರಿಗೆ ನೆರವು ನೀಡುತ್ತಿದ್ದು, ಬೆಂಗಳೂರು ವಲಯದಲ್ಲಿ ಉತ್ತಮ ಸಾಧನೆ ಮಾಡಲಾಗಿದೆ. ಕಾರ್ಯಕ್ರಮದಲ್ಲಿ ಪ್ರಾದೇಶಿಕ ವ್ಯವಸ್ಥಾಪಕರು, ಬ್ಯಾಂಕ್ ಅಧಿಕಾರಿಗಳು, ಸಿಬ್ಬಂದಿ ಹಾಗೂ ವಿವಿಧ ಶಾಖೆಗಳ ಗ್ರಾಹಕರು ಭಾಗವಹಿಸಿದ್ದರು. ಗ್ರಾಹಕರ ಸೇವೆಗೆ ಬ್ಯಾಂಕ್ ಬದ್ಧವಾಗಿದೆ ಎಂದು ಭರವಸೆ ನೀಡಿದರು. [676, 1318, 949, 1423]
garlanded-group-photo [952, 771, 1501, 999]
stage-group-photo [505, 176, 983, 468]
article-vehicle-purchase-aid [940, 1503, 1501, 1758]
article7-column-6: ಯಾವುದೇ ವಿದ್ಯಾರ್ಥಿಯು ಶಿಕ್ಷಣದಿಂದ ವಂಚಿತರಾಗಬಾರದು. ವಿದ್ಯಾರ್ಥಿ ನಿಲಯಗಳಲ್ಲಿನ ಸೌಲಭ್ಯಗಳನ್ನು ಸದ್ಬಳಕೆ ಮಾಡಿಕೊಳ್ಳಬೇಕು. ಕಾರ್ಯಕ್ರಮದಲ್ಲಿ ತಹಶೀಲ್ದಾರ್, ಬಿ.ಇ.ಒ, ನಗರಸಭೆ ಸದಸ್ಯರು, ಇಲಾಖೆ ಸಿಬ್ಬಂದಿ, ಮುಖಂಡರು ಹಾಗೂ ವಿದ್ಯಾರ್ಥಿಗಳು ಉಪಸ್ಥಿತರಿದ್ದರು. ವಂದನಾರ್ಪಣೆಯೊಂದಿಗೆ ಕಾರ್ಯಕ್ರಮ ಮುಕ್ತಾಯಗೊಂಡಿತು. [1336, 1886, 1501, 2064]
article7-column-3: ಅವರ ಧ್ಯೇಯಗಳನ್ನು ಮುಂದಿನ ಪೀಳಿಗೆಗೆ ತಿಳಿಸುವ ಕೆಲಸ ಆಗಬೇಕು. ಕಾಂಗ್ರೆಸ್ ಮುಖಂಡರು ಮಾತನಾಡಿ ಅರಸು ಅವರ ಸಾಧನೆಗಳನ್ನು ಸ್ಮರಿಸಿದರು. ಪ್ರತಿಭಾವಂತ ವಿದ್ಯಾರ್ಥಿಗಳಿಗೆ ಪ್ರತಿಭಾ ಪುರಸ್ಕಾರ ನೀಡಿ ಗೌರವಿಸಲಾಯಿತು. ಅವರು ಡಿ.ದೇವರಾಜ ಅರಸು ಅವರ ಭಾವಚಿತ್ರಕ್ಕೆ ಪುಷ್ಪ ನಮನ ಸಲ್ಲಿಸಿದರು. [733, 2187, 935, 2311]
article2-column-2-text: ಉದ್ಯೋಗಾವಕಾಶಗಳಲ್ಲಿ ಒಳಮೀಸಲಾತಿ ಸಮರ್ಪಕವಾಗಿ ಜಾರಿ ಆಗಬೇಕಿದೆ. 2026ರ ಜನಗಣತಿ ನಂತರ ಪರಿಶಿಷ್ಟ ಜಾತಿಯ ಉಪಜಾತಿಗಳ ಜನಸಂಖ್ಯೆ, ಸಾಮಾಜಿಕ, ಆರ್ಥಿಕ, ಶೈಕ್ಷಣಿಕ ಸ್ಥಿತಿಗತಿ ಅಧ್ಯಯನ ಮಾಡಿ ಒಳಮೀಸಲಾತಿಯನ್ನು ಪುನರ್ ಪರಿಶೀಲನೆ ಮಾಡಿ [251, 1043, 469, 1149]
article7-column-2: ಆಚರಣೆ ಮಾಡಬೇಕಿದೆ ಎಂದರು. ಡಿ.ದೇವರಾಜ ಅರಸು ಭವನದಲ್ಲಿ ನಡೆದ 110ನೇ ಜನ್ಮ ದಿನಾಚರಣೆ ಕಾರ್ಯಕ್ರಮದಲ್ಲಿ ಭಾಗವಹಿಸಿ ಮಾತನಾಡಿದರು. ಮುಖ್ಯವಾಗಿ ಹಿಂದುಳಿದವರ ಕಾರ್ಯಕ್ರಮಗಳಲ್ಲಿ ಅಲ್ಪಸಂಖ್ಯಾತರ, ಹಿಂದುಳಿದ ವರ್ಗಗಳ ಏಳಿಗೆಗಾಗಿ ಅರಸು ಶ್ರಮಿಸಿದರು ಎಂದರು. [523, 2187, 724, 2311]
article4-column-2: ಎಂ.ಇ ಕೊಡುಗೆ ಅಪಾರವಾಗಿದೆ. ಹಾಗಾಗಿ ಸಣ್ಣ ಉದ್ದಿಮೆದಾರರನ್ನು ಸ್ವಾವಲಂಬಿಗಳನ್ನಾಗಿ ಮಾಡಲು ಬ್ಯಾಂಕುಗಳು ಹೆಚ್ಚು ಸಾಲ ಸೌಲಭ್ಯ ನೀಡುತ್ತಿವೆ. ಕೈಗಾರಿಕೆ, ಸಣ್ಣ ಉದ್ದಿಮೆ, ಕೃಷಿ ಕ್ಷೇತ್ರಗಳಿಗೆ ಉತ್ತೇಜನ ನೀಡಲು ಹೊಸ ಯೋಜನೆಗಳನ್ನು ಜಾರಿಗೆ ತರಲಾಗಿದೆ ಎಂದರು. [258, 1562, 456, 1667]
edition-date: Date:24-08-2025 Sunday [321, 84, 555, 107]
article5-headline-red: ವಾಹನ ಖರೀದಿ [1013, 1515, 1138, 1545]
page-number-badge: 3 [1459, 82, 1486, 109]
article6-headline-line1: ದೀಕ್ಷಾ ಭೂಮಿ ಯಾತ್ರೆ : [72, 1844, 289, 1876]
rni-number: RNI: KARKAN/2013/51795 [675, 84, 924, 107]
